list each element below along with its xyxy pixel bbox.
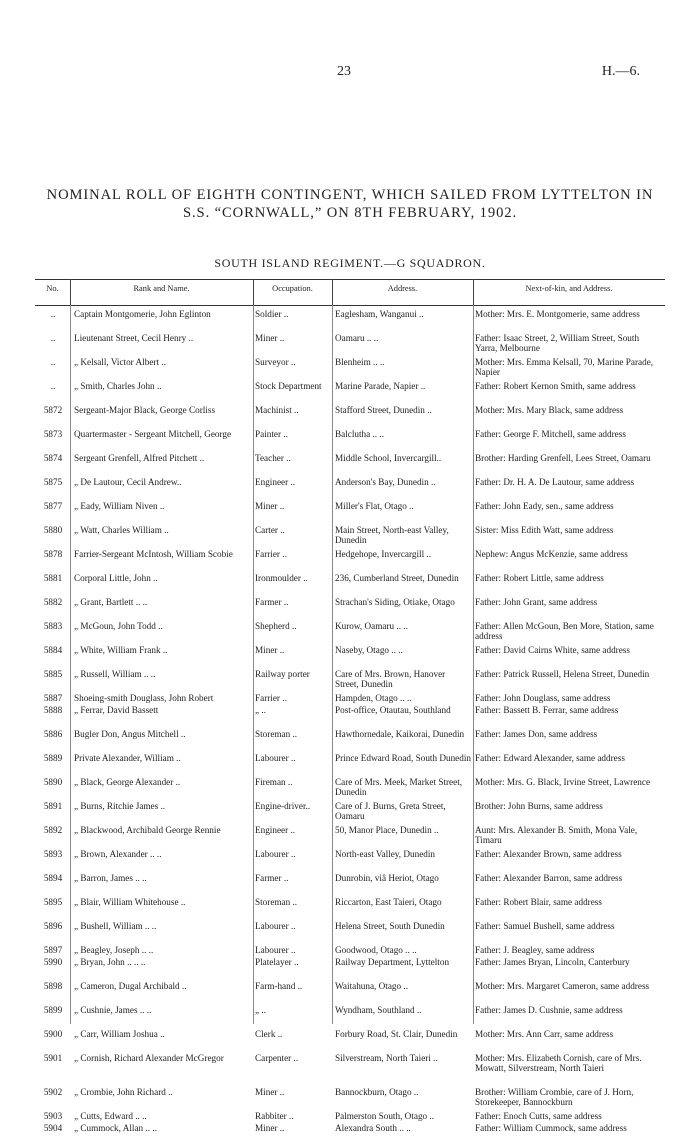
table-row: [35, 981, 665, 1005]
cell-occupation: Carpenter ..: [255, 1053, 299, 1063]
cell-no: 5898: [43, 981, 63, 991]
cell-name: „ Beagley, Joseph .. ..: [74, 945, 154, 955]
table-row: [35, 801, 665, 825]
table-row: [35, 477, 665, 501]
cell-no: 5882: [43, 597, 63, 607]
cell-kin: Brother: William Crombie, care of J. Horn, Storekeeper, Bannockburn: [475, 1087, 634, 1107]
cell-occupation: Carter ..: [255, 525, 285, 535]
cell-address: Waitahuna, Otago ..: [335, 981, 408, 991]
cell-name: „ Brown, Alexander .. ..: [74, 849, 162, 859]
cell-kin: Father: Robert Blair, same address: [475, 897, 602, 907]
cell-occupation: Miner ..: [255, 1087, 285, 1097]
table-row: [35, 849, 665, 873]
cell-name: „ Kelsall, Victor Albert ..: [74, 357, 166, 367]
cell-no: 5886: [43, 729, 63, 739]
cell-occupation: Shepherd ..: [255, 621, 297, 631]
table-row: [35, 645, 665, 669]
table-row: [35, 825, 665, 849]
table-row: [35, 753, 665, 777]
cell-occupation: Storeman ..: [255, 897, 298, 907]
cell-no: 5883: [43, 621, 63, 631]
cell-name: „ Cornish, Richard Alexander McGregor: [74, 1053, 224, 1063]
cell-address: Forbury Road, St. Clair, Dunedin: [335, 1029, 458, 1039]
cell-name: Sergeant Grenfell, Alfred Pitchett ..: [74, 453, 205, 463]
cell-occupation: Farm-hand ..: [255, 981, 303, 991]
table-header-rule: [35, 305, 665, 306]
cell-kin: Father: Samuel Bushell, same address: [475, 921, 615, 931]
cell-address: Alexandra South .. ..: [335, 1123, 411, 1133]
table-row: [35, 729, 665, 753]
cell-name: Sergeant-Major Black, George Corliss: [74, 405, 216, 415]
cell-no: 5893: [43, 849, 63, 859]
cell-name: „ Bushell, William .. ..: [74, 921, 157, 931]
cell-no: 5888: [43, 705, 63, 715]
cell-name: „ Black, George Alexander ..: [74, 777, 181, 787]
cell-occupation: Clerk ..: [255, 1029, 283, 1039]
cell-name: Shoeing-smith Douglass, John Robert: [74, 693, 214, 703]
cell-name: „ Barron, James .. ..: [74, 873, 147, 883]
cell-kin: Nephew: Angus McKenzie, same address: [475, 549, 628, 559]
cell-no: 5891: [43, 801, 63, 811]
cell-address: North-east Valley, Dunedin: [335, 849, 436, 859]
cell-name: „ Carr, William Joshua ..: [74, 1029, 165, 1039]
cell-no: 5889: [43, 753, 63, 763]
cell-address: Marine Parade, Napier ..: [335, 381, 426, 391]
cell-name: „ Crombie, John Richard ..: [74, 1087, 173, 1097]
table-row: [35, 381, 665, 405]
cell-name: „ Russell, William .. ..: [74, 669, 156, 679]
cell-occupation: Miner ..: [255, 1123, 285, 1133]
column-header-no: No.: [46, 284, 59, 293]
cell-occupation: Miner ..: [255, 501, 285, 511]
table-row: [35, 429, 665, 453]
cell-kin: Father: George F. Mitchell, same address: [475, 429, 626, 439]
cell-no: 5899: [43, 1005, 63, 1015]
cell-no: ..: [50, 309, 56, 319]
cell-address: Palmerston South, Otago ..: [335, 1111, 435, 1121]
cell-no: 5885: [43, 669, 63, 679]
column-header-occupation: Occupation.: [272, 284, 313, 293]
cell-kin: Father: J. Beagley, same address: [475, 945, 595, 955]
cell-address: Stafford Street, Dunedin ..: [335, 405, 432, 415]
cell-address: Balclutha .. ..: [335, 429, 384, 439]
table-row: [35, 549, 665, 573]
cell-kin: Sister: Miss Edith Watt, same address: [475, 525, 614, 535]
cell-address: Care of Mrs. Meek, Market Street, Dunedin: [335, 777, 463, 797]
nominal-roll-table: [35, 309, 665, 1147]
cell-kin: Father: Dr. H. A. De Lautour, same address: [475, 477, 635, 487]
cell-no: 5878: [43, 549, 63, 559]
table-row: [35, 357, 665, 381]
table-row: [35, 573, 665, 597]
cell-occupation: Ironmoulder ..: [255, 573, 308, 583]
cell-occupation: Labourer ..: [255, 753, 296, 763]
cell-no: 5884: [43, 645, 63, 655]
cell-address: 236, Cumberland Street, Dunedin: [335, 573, 459, 583]
cell-occupation: Painter ..: [255, 429, 288, 439]
cell-address: Care of J. Burns, Greta Street, Oamaru: [335, 801, 446, 821]
cell-address: Post-office, Otautau, Southland: [335, 705, 451, 715]
table-row: [35, 1053, 665, 1087]
cell-name: Corporal Little, John ..: [74, 573, 158, 583]
cell-no: 5901: [43, 1053, 63, 1063]
table-row: [35, 1029, 665, 1053]
cell-kin: Brother: Harding Grenfell, Lees Street, Oamaru: [475, 453, 651, 463]
cell-kin: Father: Alexander Barron, same address: [475, 873, 623, 883]
cell-name: „ Cameron, Dugal Archibald ..: [74, 981, 187, 991]
cell-kin: Father: Alexander Brown, same address: [475, 849, 622, 859]
table-row: [35, 945, 665, 957]
table-row: [35, 1123, 665, 1147]
cell-occupation: Storeman ..: [255, 729, 298, 739]
cell-address: Eaglesham, Wanganui ..: [335, 309, 424, 319]
cell-address: Wyndham, Southland ..: [335, 1005, 422, 1015]
cell-address: Hawthornedale, Kaikorai, Dunedin: [335, 729, 465, 739]
cell-kin: Mother: Mrs. E. Montgomerie, same address: [475, 309, 640, 319]
cell-occupation: Engineer ..: [255, 477, 296, 487]
cell-kin: Mother: Mrs. Elizabeth Cornish, care of Mrs. Mowatt, Silverstream, North Taieri: [475, 1053, 642, 1073]
table-row: [35, 693, 665, 705]
cell-occupation: Labourer ..: [255, 945, 296, 955]
table-row: [35, 705, 665, 729]
cell-no: ..: [50, 357, 56, 367]
cell-kin: Father: Patrick Russell, Helena Street, Dunedin: [475, 669, 650, 679]
cell-occupation: Engine-driver..: [255, 801, 311, 811]
cell-occupation: Farmer ..: [255, 873, 289, 883]
cell-address: Silverstream, North Taieri ..: [335, 1053, 438, 1063]
table-row: [35, 669, 665, 693]
cell-kin: Father: John Eady, sen., same address: [475, 501, 614, 511]
column-header-kin: Next-of-kin, and Address.: [525, 284, 613, 293]
cell-name: Private Alexander, William ..: [74, 753, 181, 763]
cell-name: „ Blackwood, Archibald George Rennie: [74, 825, 221, 835]
cell-no: 5881: [43, 573, 63, 583]
table-row: [35, 501, 665, 525]
cell-name: „ Cutts, Edward .. ..: [74, 1111, 147, 1121]
table-row: [35, 525, 665, 549]
cell-occupation: Farrier ..: [255, 693, 287, 703]
cell-address: Oamaru .. ..: [335, 333, 379, 343]
cell-no: 5890: [43, 777, 63, 787]
cell-no: 5872: [43, 405, 63, 415]
cell-occupation: Engineer ..: [255, 825, 296, 835]
cell-no: 5887: [43, 693, 63, 703]
cell-occupation: Miner ..: [255, 645, 285, 655]
cell-occupation: Railway porter: [255, 669, 310, 679]
cell-name: Quartermaster - Sergeant Mitchell, George: [74, 429, 232, 439]
section-title: SOUTH ISLAND REGIMENT.—G SQUADRON.: [214, 256, 486, 270]
cell-no: ..: [50, 381, 56, 391]
cell-address: Riccarton, East Taieri, Otago: [335, 897, 442, 907]
column-header-address: Address.: [387, 284, 418, 293]
cell-address: Miller's Flat, Otago ..: [335, 501, 414, 511]
cell-kin: Father: John Grant, same address: [475, 597, 598, 607]
cell-occupation: Teacher ..: [255, 453, 291, 463]
cell-address: Care of Mrs. Brown, Hanover Street, Dunedin: [335, 669, 446, 689]
cell-occupation: Machinist ..: [255, 405, 299, 415]
cell-kin: Father: William Cummock, same address: [475, 1123, 627, 1133]
cell-name: „ Grant, Bartlett .. ..: [74, 597, 148, 607]
table-row: [35, 453, 665, 477]
cell-occupation: „ ..: [255, 1005, 266, 1015]
cell-occupation: Farrier ..: [255, 549, 287, 559]
cell-kin: Father: James D. Cushnie, same address: [475, 1005, 623, 1015]
cell-address: Anderson's Bay, Dunedin ..: [335, 477, 436, 487]
cell-address: Bannockburn, Otago ..: [335, 1087, 419, 1097]
cell-name: „ Burns, Ritchie James ..: [74, 801, 166, 811]
cell-no: 5894: [43, 873, 63, 883]
cell-kin: Father: Enoch Cutts, same address: [475, 1111, 602, 1121]
cell-address: Railway Department, Lyttelton: [335, 957, 450, 967]
cell-address: Strachan's Siding, Otiake, Otago: [335, 597, 455, 607]
cell-no: ..: [50, 333, 56, 343]
cell-no: 5873: [43, 429, 63, 439]
cell-address: 50, Manor Place, Dunedin ..: [335, 825, 439, 835]
cell-address: Helena Street, South Dunedin: [335, 921, 445, 931]
table-row: [35, 777, 665, 801]
cell-no: 5874: [43, 453, 63, 463]
cell-address: Middle School, Invercargill..: [335, 453, 442, 463]
cell-occupation: Rabbiter ..: [255, 1111, 294, 1121]
table-row: [35, 621, 665, 645]
cell-no: 5990: [43, 957, 63, 967]
table-row: [35, 873, 665, 897]
cell-kin: Mother: Mrs. Margaret Cameron, same address: [475, 981, 650, 991]
cell-name: Farrier-Sergeant McIntosh, William Scobie: [74, 549, 233, 559]
cell-name: „ Eady, William Niven ..: [74, 501, 165, 511]
table-row: [35, 957, 665, 981]
cell-kin: Brother: John Burns, same address: [475, 801, 603, 811]
cell-no: 5877: [43, 501, 63, 511]
cell-address: Hedgehope, Invercargill ..: [335, 549, 432, 559]
table-row: [35, 309, 665, 333]
cell-kin: Father: Bassett B. Ferrar, same address: [475, 705, 619, 715]
cell-address: Hampden, Otago .. ..: [335, 693, 412, 703]
document-reference: H.—6.: [601, 64, 640, 79]
cell-no: 5880: [43, 525, 63, 535]
cell-no: 5896: [43, 921, 63, 931]
cell-kin: Father: Allen McGoun, Ben More, Station, same address: [475, 621, 654, 641]
cell-no: 5904: [43, 1123, 63, 1133]
column-header-name: Rank and Name.: [133, 284, 190, 293]
table-row: [35, 333, 665, 357]
cell-kin: Father: Isaac Street, 2, William Street, South Yarra, Melbourne: [475, 333, 640, 353]
cell-address: Goodwood, Otago .. ..: [335, 945, 417, 955]
cell-name: „ Blair, William Whitehouse ..: [74, 897, 186, 907]
cell-name: „ Bryan, John .. .. ..: [74, 957, 146, 967]
cell-name: „ Cummock, Allan .. ..: [74, 1123, 157, 1133]
cell-address: Dunrobin, viâ Heriot, Otago: [335, 873, 439, 883]
cell-no: 5897: [43, 945, 63, 955]
cell-kin: Father: John Douglass, same address: [475, 693, 611, 703]
cell-name: „ Cushnie, James .. ..: [74, 1005, 152, 1015]
cell-no: 5895: [43, 897, 63, 907]
cell-name: Bugler Don, Angus Mitchell ..: [74, 729, 186, 739]
cell-occupation: Fireman ..: [255, 777, 293, 787]
table-row: [35, 1005, 665, 1029]
table-row: [35, 1087, 665, 1111]
cell-address: Naseby, Otago .. ..: [335, 645, 403, 655]
cell-kin: Mother: Mrs. Mary Black, same address: [475, 405, 624, 415]
cell-address: Main Street, North-east Valley, Dunedin: [335, 525, 449, 545]
cell-address: Blenheim .. ..: [335, 357, 385, 367]
cell-address: Prince Edward Road, South Dunedin: [335, 753, 472, 763]
cell-occupation: Farmer ..: [255, 597, 289, 607]
cell-no: 5875: [43, 477, 63, 487]
cell-name: „ McGoun, John Todd ..: [74, 621, 163, 631]
cell-name: Captain Montgomerie, John Eglinton: [74, 309, 211, 319]
cell-name: „ White, William Frank ..: [74, 645, 168, 655]
table-row: [35, 597, 665, 621]
table-row: [35, 921, 665, 945]
cell-kin: Father: James Bryan, Lincoln, Canterbury: [475, 957, 630, 967]
page-title: NOMINAL ROLL OF EIGHTH CONTINGENT, WHICH SAILED FROM LYTTELTON IN S.S. “CORNWALL,” ON 8TH FEBRUARY, 1902.: [46, 187, 654, 221]
cell-occupation: Labourer ..: [255, 921, 296, 931]
cell-name: Lieutenant Street, Cecil Henry ..: [74, 333, 194, 343]
cell-no: 5900: [43, 1029, 63, 1039]
cell-kin: Father: Edward Alexander, same address: [475, 753, 625, 763]
cell-name: „ Ferrar, David Bassett: [74, 705, 159, 715]
cell-no: 5903: [43, 1111, 63, 1121]
table-row: [35, 897, 665, 921]
cell-kin: Mother: Mrs. Ann Carr, same address: [475, 1029, 614, 1039]
cell-no: 5892: [43, 825, 63, 835]
cell-occupation: Stock Department: [255, 381, 322, 391]
cell-address: Kurow, Oamaru .. ..: [335, 621, 408, 631]
cell-kin: Father: Robert Kernon Smith, same address: [475, 381, 636, 391]
cell-name: „ Watt, Charles William ..: [74, 525, 169, 535]
cell-occupation: Soldier ..: [255, 309, 289, 319]
cell-kin: Father: David Cairns White, same address: [475, 645, 630, 655]
cell-kin: Mother: Mrs. G. Black, Irvine Street, Lawrence: [475, 777, 651, 787]
cell-occupation: Labourer ..: [255, 849, 296, 859]
table-top-rule: [35, 279, 665, 280]
cell-name: „ De Lautour, Cecil Andrew..: [74, 477, 182, 487]
cell-kin: Father: James Don, same address: [475, 729, 598, 739]
cell-occupation: Platelayer ..: [255, 957, 299, 967]
cell-kin: Aunt: Mrs. Alexander B. Smith, Mona Vale, Timaru: [475, 825, 638, 845]
cell-kin: Father: Robert Little, same address: [475, 573, 604, 583]
cell-no: 5902: [43, 1087, 63, 1097]
cell-occupation: Surveyor ..: [255, 357, 296, 367]
cell-kin: Mother: Mrs. Emma Kelsall, 70, Marine Parade, Napier: [475, 357, 654, 377]
table-row: [35, 1111, 665, 1123]
cell-occupation: Miner ..: [255, 333, 285, 343]
cell-name: „ Smith, Charles John ..: [74, 381, 162, 391]
cell-occupation: „ ..: [255, 705, 266, 715]
page-number: 23: [337, 64, 351, 79]
table-row: [35, 405, 665, 429]
